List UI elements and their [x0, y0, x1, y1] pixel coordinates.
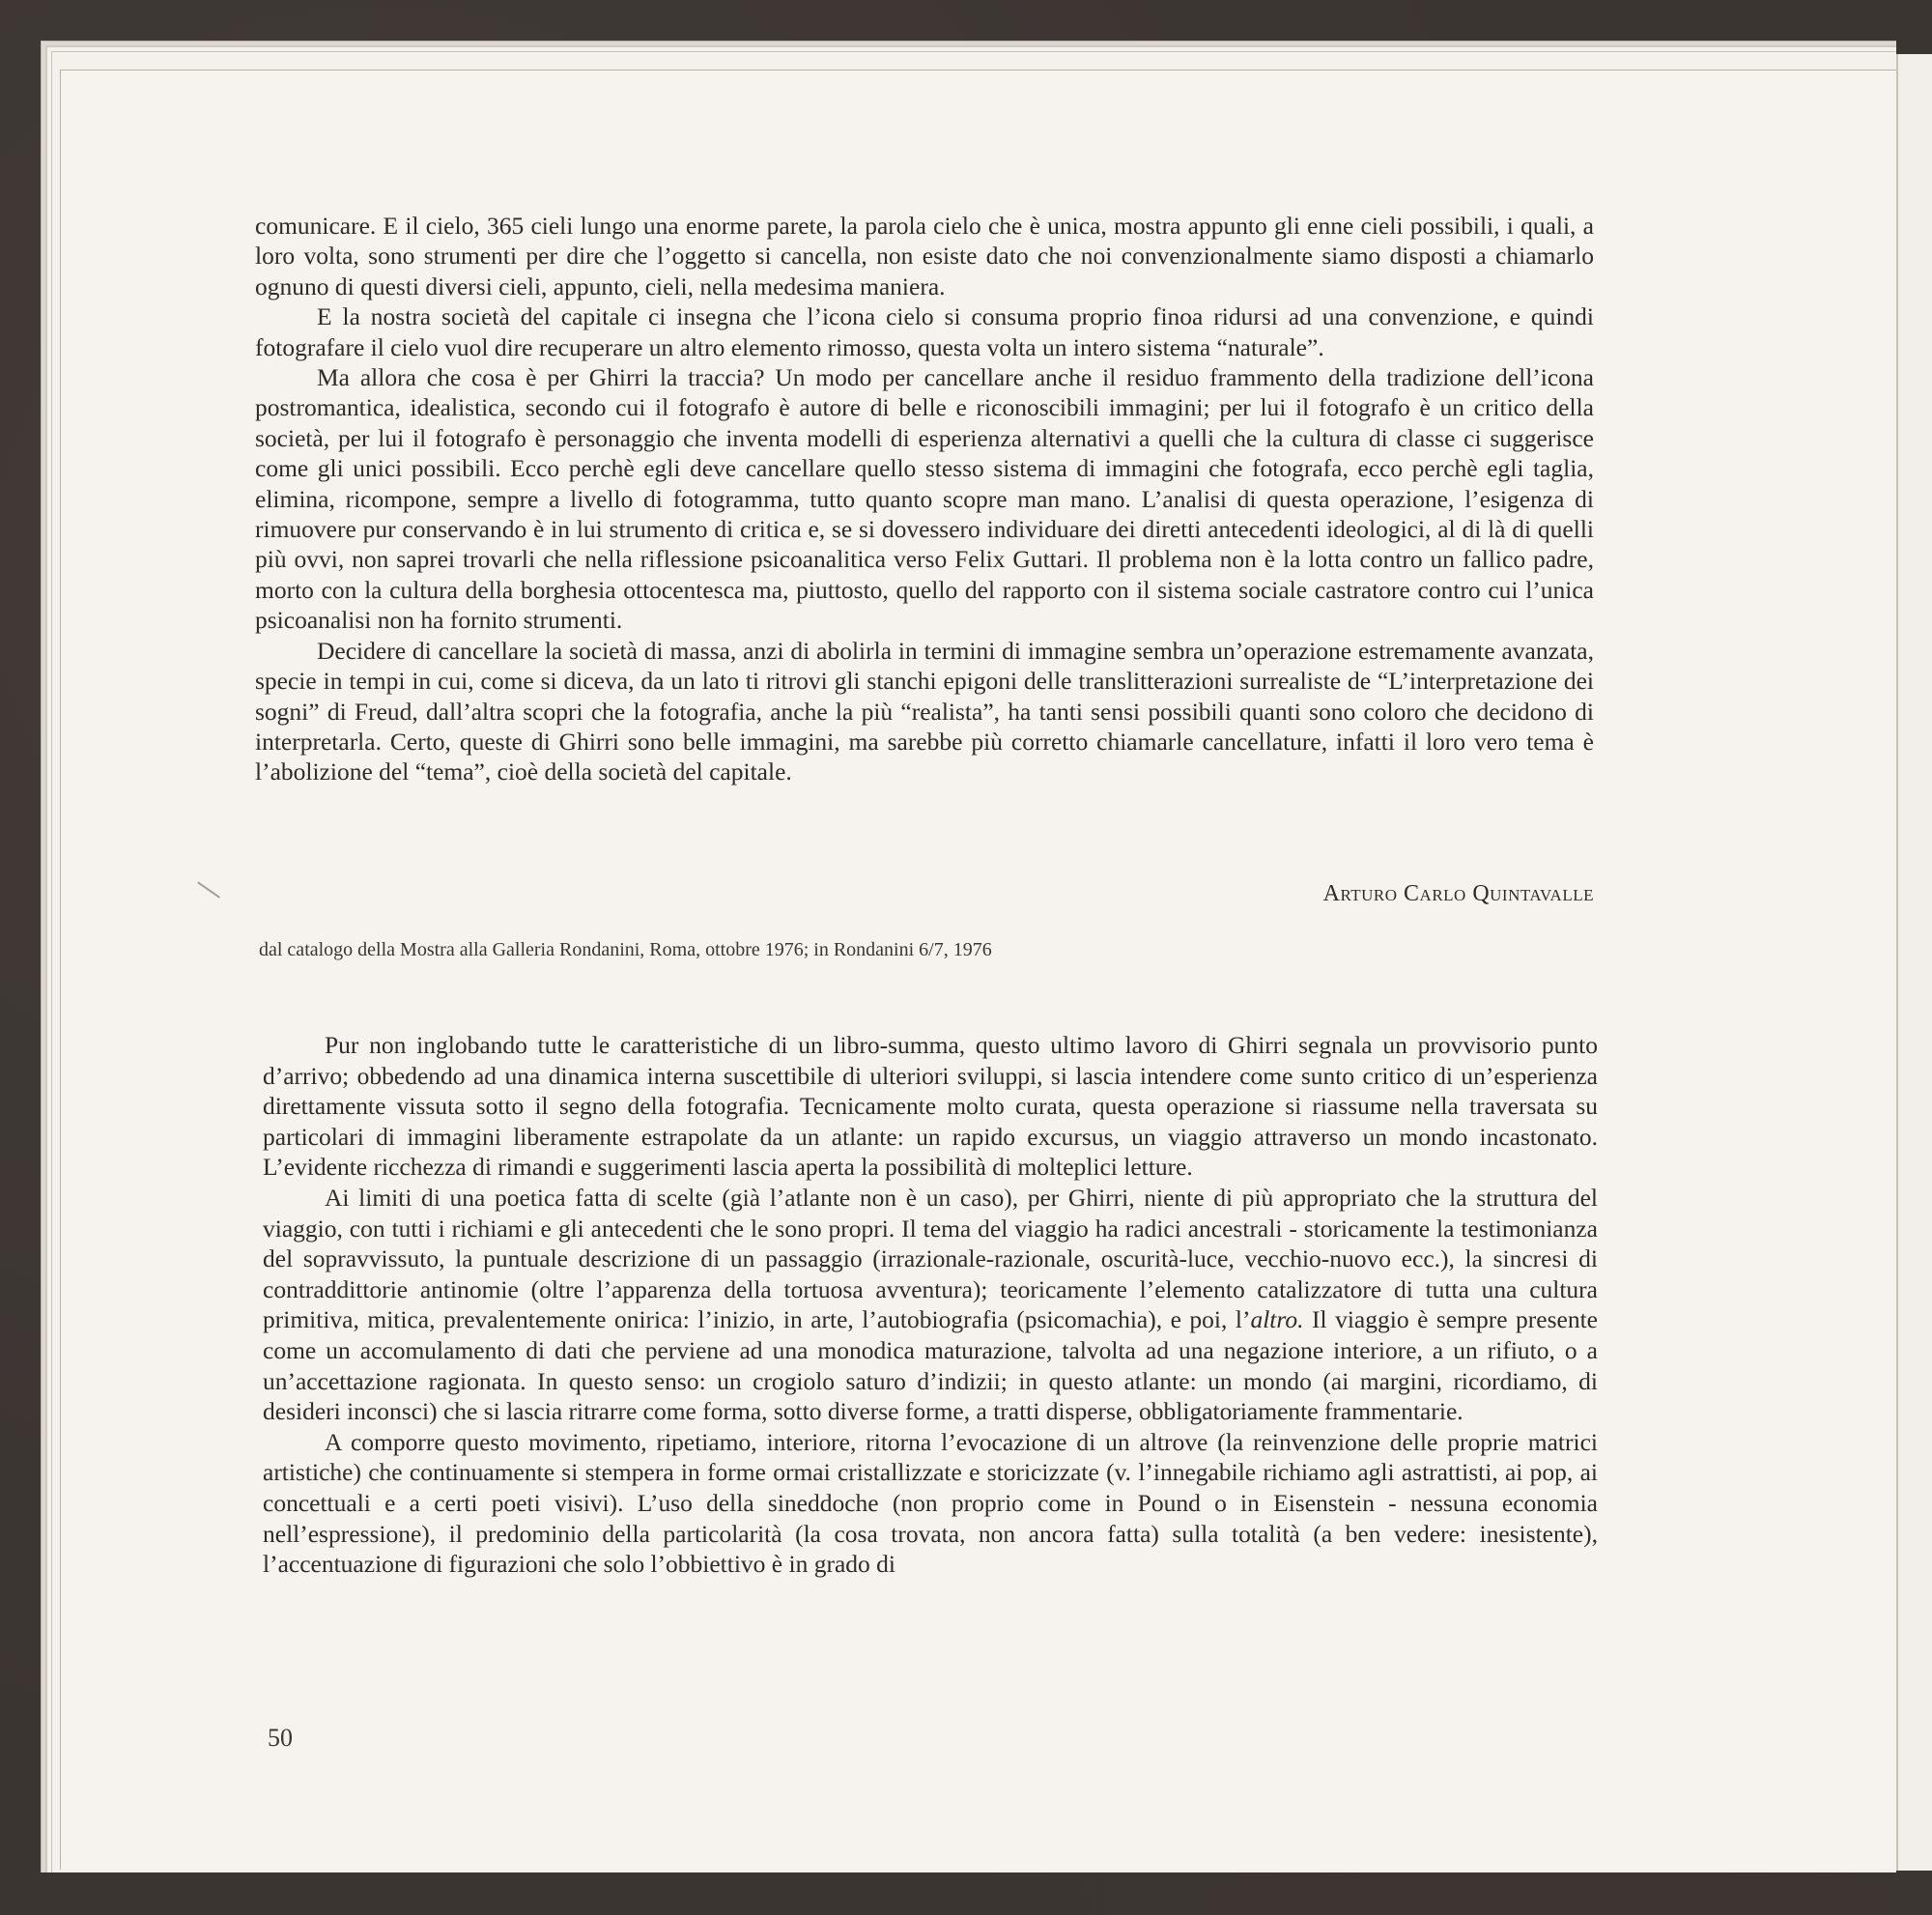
italic-word: altro. [1250, 1305, 1304, 1334]
paragraph-text: Ai limiti di una poetica fatta di scelte (già l’atlante non è un caso), per Ghirri, niente di più appropriato che la struttura del viaggio, con tutti i richiami e gli antecedenti che le sono propri. Il tema del viaggio ha radici ancestrali - storicamente la testimonianza del sopravvissuto, la puntuale descrizione di un passaggio (irrazionale-razionale, oscurità-luce, vecchio-nuovo ecc.), la sincresi di contraddittorie antinomie (oltre l’apparenza della tortuosa avventura); teoricamente l’elemento catalizzatore di tutta una cultura primitiva, mitica, prevalentemente onirica: l’inizio, in arte, l’autobiografia (psicomachia), e poi, l’ [263, 1183, 1598, 1334]
source-citation: dal catalogo della Mostra alla Galleria Rondanini, Roma, ottobre 1976; in Rondanini 6/7, 1976 [259, 939, 992, 960]
essay-1-paragraph: Ma allora che cosa è per Ghirri la traccia? Un modo per cancellare anche il residuo frammento della tradizione dell’icona postromantica, idealistica, secondo cui il fotografo è autore di belle e riconoscibili immagini; per lui il fotografo è un critico della società, per lui il fotografo è personaggio che inventa modelli di esperienza alternativi a quelli che la cultura di classe ci suggerisce come gli unici possibili. Ecco perchè egli deve cancellare quello stesso sistema di immagini che fotografa, ecco perchè egli taglia, elimina, ricompone, sempre a livello di fotogramma, tutto quanto scopre man mano. L’analisi di questa operazione, l’esigenza di rimuovere pur conservando è in lui strumento di critica e, se si dovessero individuare dei diretti antecedenti ideologici, al di là di quelli più ovvi, non saprei trovarli che nella riflessione psicoanalitica verso Felix Guttari. Il problema non è la lotta contro un fallico padre, morto con la cultura della borghesia ottocentesca ma, piuttosto, quello del rapporto con il sistema sociale castratore contro cui l’unica psicoanalisi non ha fornito strumenti. [255, 363, 1594, 635]
essay-1-paragraph: E la nostra società del capitale ci insegna che l’icona cielo si consuma proprio finoa ridursi ad una convenzione, e quindi fotografare il cielo vuol dire recuperare un altro elemento rimosso, questa volta un intero sistema “naturale”. [255, 302, 1594, 361]
essay-2-paragraph: A comporre questo movimento, ripetiamo, interiore, ritorna l’evocazione di un altrove (la reinvenzione delle proprie matrici artistiche) che continuamente si stempera in forme ormai cristallizzate e storicizzate (v. l’innegabile richiamo agli astrattisti, ai pop, ai concettuali e a certi poeti visivi). L’uso della sineddoche (non proprio come in Pound o in Eisenstein - nessuna economia nell’espressione), il predominio della particolarità (la cosa trovata, non ancora fatta) sulla totalità (a ben vedere: inesistente), l’accentuazione di figurazioni che solo l’obbiettivo è in grado di [263, 1427, 1598, 1579]
essay-2-paragraph [263, 1183, 1598, 1427]
paragraph-text: Il viaggio è sempre presente come un accomulamento di dati che perviene ad una monodica maturazione, talvolta ad una negazione interiore, a un rifiuto, o a un’accettazione ragionata. In questo senso: un crogiolo saturo d’indizii; in questo atlante: un mondo (ai margini, ricordiamo, di desideri inconsci) che si lascia ritrarre come forma, sotto diverse forme, a tratti disperse, obbligatoriamente frammentarie. [263, 1305, 1598, 1426]
page-number: 50 [268, 1724, 293, 1752]
essay-1-paragraph: comunicare. E il cielo, 365 cieli lungo una enorme parete, la parola cielo che è unica, mostra appunto gli enne cieli possibili, i quali, a loro volta, sono strumenti per dire che l’oggetto si cancella, non esiste dato che noi convenzionalmente siamo disposti a chiamarlo ognuno di questi diversi cieli, appunto, cieli, nella medesima maniera. [255, 212, 1594, 300]
essay-2-body [263, 1030, 1598, 1580]
facing-page-edge [1898, 54, 1932, 1871]
essay-1-body [255, 211, 1594, 787]
essay-2-paragraph: Pur non inglobando tutte le caratteristiche di un libro-summa, questo ultimo lavoro di Ghirri segnala un provvisorio punto d’arrivo; obbedendo ad una dinamica interna suscettibile di ulteriori sviluppi, si lascia intendere come sunto critico di un’esperienza direttamente vissuta sotto il segno della fotografia. Tecnicamente molto curata, questa operazione si riassume nella traversata su particolari di immagini liberamente estrapolate da un atlante: un rapido excursus, un viaggio attraverso un mondo incastonato. L’evidente ricchezza di rimandi e suggerimenti lascia aperta la possibilità di molteplici letture. [263, 1031, 1598, 1182]
essay-1-paragraph: Decidere di cancellare la società di massa, anzi di abolirla in termini di immagine sembra un’operazione estremamente avanzata, specie in tempi in cui, come si diceva, da un lato ti ritrovi gli stanchi epigoni delle translitterazioni surrealiste de “L’interpretazione dei sogni” di Freud, dall’altra scopri che la fotografia, anche la più “realista”, ha tanti sensi possibili quanti sono coloro che decidono di interpretarla. Certo, queste di Ghirri sono belle immagini, ma sarebbe più corretto chiamarle cancellature, infatti il loro vero tema è l’abolizione del “tema”, cioè della società del capitale. [255, 636, 1594, 786]
book-gutter [1896, 54, 1898, 1871]
author-signature: Arturo Carlo Quintavalle [1322, 881, 1594, 906]
